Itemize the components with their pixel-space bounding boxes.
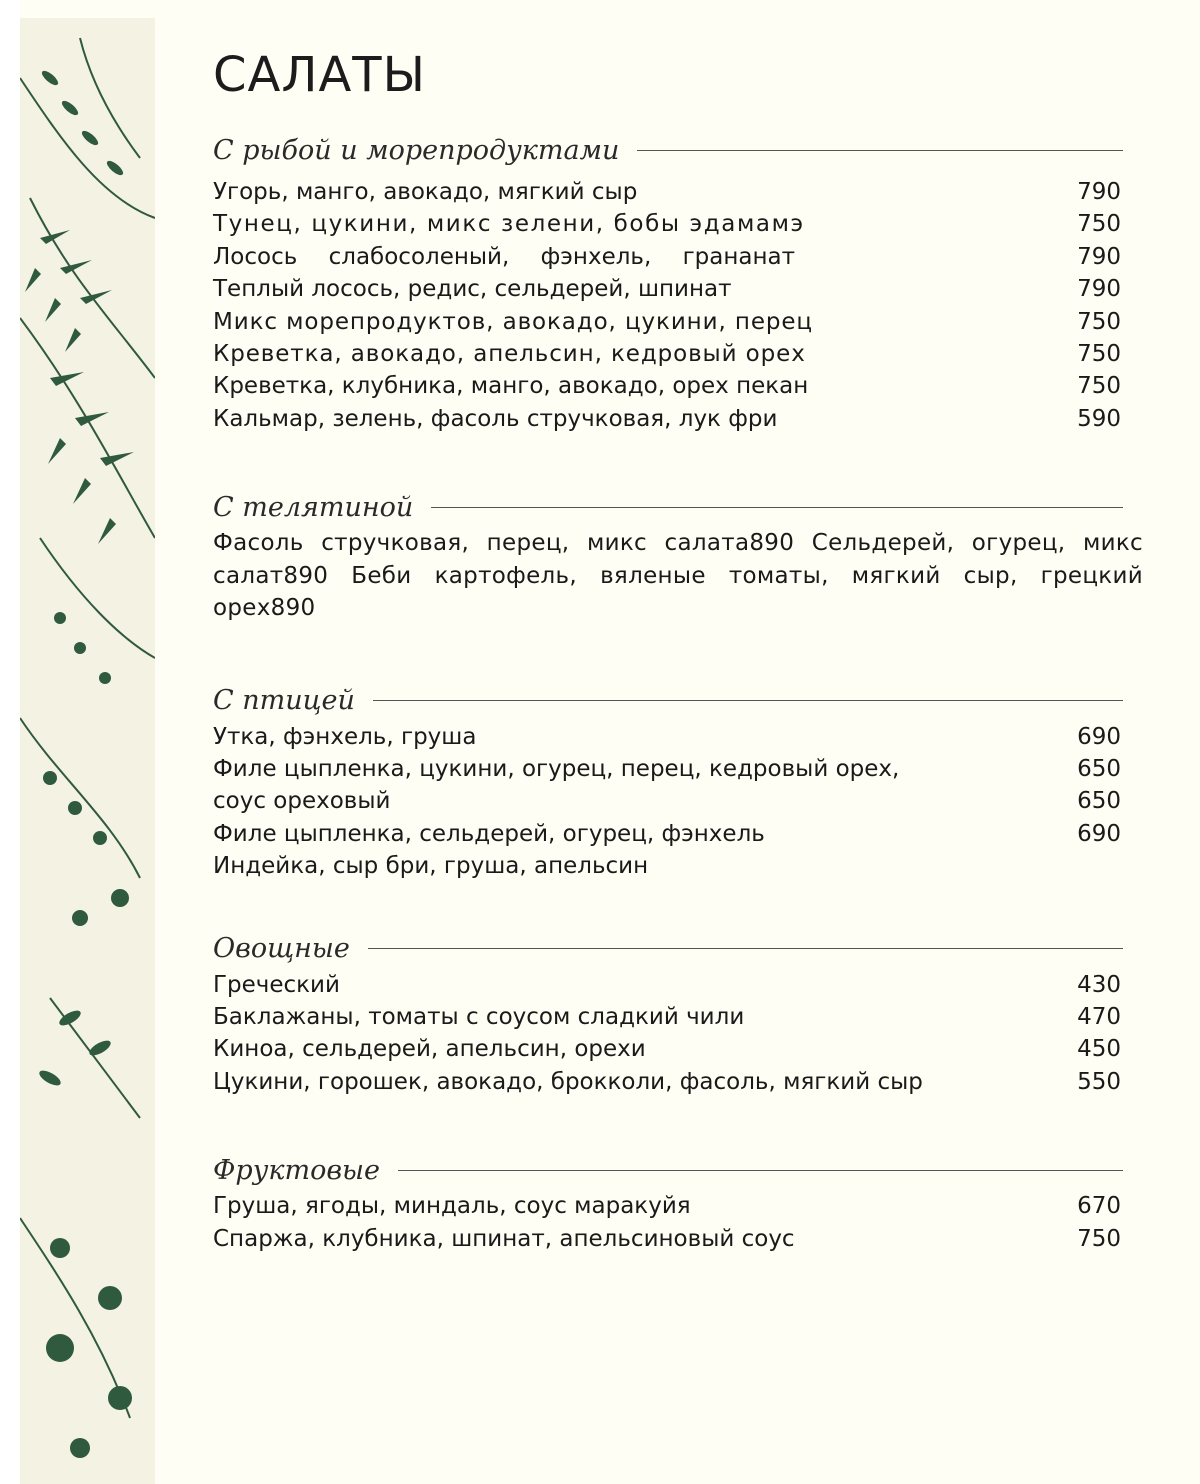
page-margin	[0, 0, 20, 1484]
item-name: Угорь, манго, авокадо, мягкий сыр	[213, 179, 638, 205]
item-name: Цукини, горошек, авокадо, брокколи, фасоль, мягкий сыр	[213, 1068, 923, 1095]
heading-divider	[398, 1170, 1123, 1171]
item-price: 750	[1077, 373, 1121, 400]
item-price: 590	[1077, 405, 1121, 432]
item-name: соус ореховый	[213, 788, 391, 815]
section-heading-label: С рыбой и морепродуктами	[213, 134, 620, 166]
menu-item	[213, 850, 1143, 882]
menu-item	[213, 273, 1143, 305]
section-seafood	[213, 124, 1143, 435]
item-price: 750	[1077, 1225, 1121, 1252]
section-heading-label: С телятиной	[213, 491, 414, 523]
menu-item	[213, 969, 1143, 1001]
menu-item	[213, 338, 1143, 370]
item-price: 750	[1077, 211, 1121, 238]
item-price: 690	[1077, 820, 1121, 847]
item-price: 790	[1077, 243, 1121, 270]
menu-item	[213, 1190, 1143, 1222]
section-vegetable	[213, 929, 1143, 1099]
section-heading-label: Фруктовые	[213, 1154, 381, 1186]
item-name: Утка, фэнхель, груша	[213, 723, 477, 750]
item-name: Креветка, авокадо, апельсин, кедровый орех	[213, 340, 806, 367]
item-name: Кальмар, зелень, фасоль стручковая, лук фри	[213, 405, 778, 432]
menu-item	[213, 176, 1143, 208]
section-heading-label: С птицей	[213, 685, 355, 717]
menu-item	[213, 403, 1143, 435]
item-price: 670	[1077, 1193, 1121, 1220]
menu-item	[213, 1066, 1143, 1098]
heading-divider	[637, 150, 1123, 151]
section-heading	[213, 929, 1143, 969]
item-price: 690	[1077, 723, 1121, 750]
section-heading	[213, 1150, 1143, 1190]
item-price: 550	[1077, 1068, 1121, 1095]
section-heading	[213, 124, 1143, 176]
botanical-illustration	[20, 18, 155, 1484]
item-name: Теплый лосось, редис, сельдерей, шпинат	[213, 276, 732, 303]
item-name: Тунец, цукини, микс зелени, бобы эдамамэ	[213, 211, 805, 238]
item-name: Филе цыпленка, сельдерей, огурец, фэнхель	[213, 820, 765, 847]
menu-item	[213, 785, 1143, 817]
menu-item	[213, 306, 1143, 338]
item-name: Киноа, сельдерей, апельсин, орехи	[213, 1036, 646, 1063]
menu-item	[213, 1223, 1143, 1255]
page-title: САЛАТЫ	[213, 47, 426, 103]
item-price: 470	[1077, 1003, 1121, 1030]
menu-item	[213, 721, 1143, 753]
menu-content	[213, 40, 1143, 1255]
item-name: Микс морепродуктов, авокадо, цукини, перец	[213, 308, 813, 335]
menu-item	[213, 208, 1143, 240]
section-heading	[213, 681, 1143, 721]
item-price: 750	[1077, 340, 1121, 367]
section-poultry	[213, 681, 1143, 883]
item-price: 650	[1077, 788, 1121, 815]
menu-item	[213, 1001, 1143, 1033]
item-price: 450	[1077, 1036, 1121, 1063]
item-name: Лосось слабосоленый, фэнхель, грананат	[213, 243, 796, 270]
item-name: Креветка, клубника, манго, авокадо, орех пекан	[213, 373, 809, 400]
menu-item	[213, 818, 1143, 850]
menu-item	[213, 1033, 1143, 1065]
heading-divider	[373, 700, 1123, 701]
heading-divider	[431, 507, 1123, 508]
heading-divider	[368, 948, 1123, 949]
item-name: Индейка, сыр бри, груша, апельсин	[213, 853, 649, 880]
item-price: 650	[1077, 756, 1121, 783]
menu-item	[213, 753, 1143, 785]
item-name: Филе цыпленка, цукини, огурец, перец, кедровый орех,	[213, 756, 900, 783]
item-price: 790	[1077, 179, 1121, 205]
menu-item	[213, 241, 1143, 273]
item-price: 750	[1077, 308, 1121, 335]
section-veal	[213, 487, 1143, 625]
item-name: Груша, ягоды, миндаль, соус маракуйя	[213, 1193, 691, 1220]
item-name: Спаржа, клубника, шпинат, апельсиновый соус	[213, 1225, 795, 1252]
section-fruit	[213, 1150, 1143, 1255]
item-price: 790	[1077, 276, 1121, 303]
item-name: Греческий	[213, 971, 340, 998]
section-heading-label: Овощные	[213, 933, 350, 965]
menu-item	[213, 370, 1143, 402]
item-name: Баклажаны, томаты с соусом сладкий чили	[213, 1003, 745, 1030]
item-price: 430	[1077, 971, 1121, 998]
section-heading	[213, 487, 1143, 527]
section-text: Фасоль стручковая, перец, микс салата890 Сельдерей, огурец, микс салат890 Беби картофель, вяленые томаты, мягкий сыр, грецкий орех890	[213, 530, 1143, 622]
